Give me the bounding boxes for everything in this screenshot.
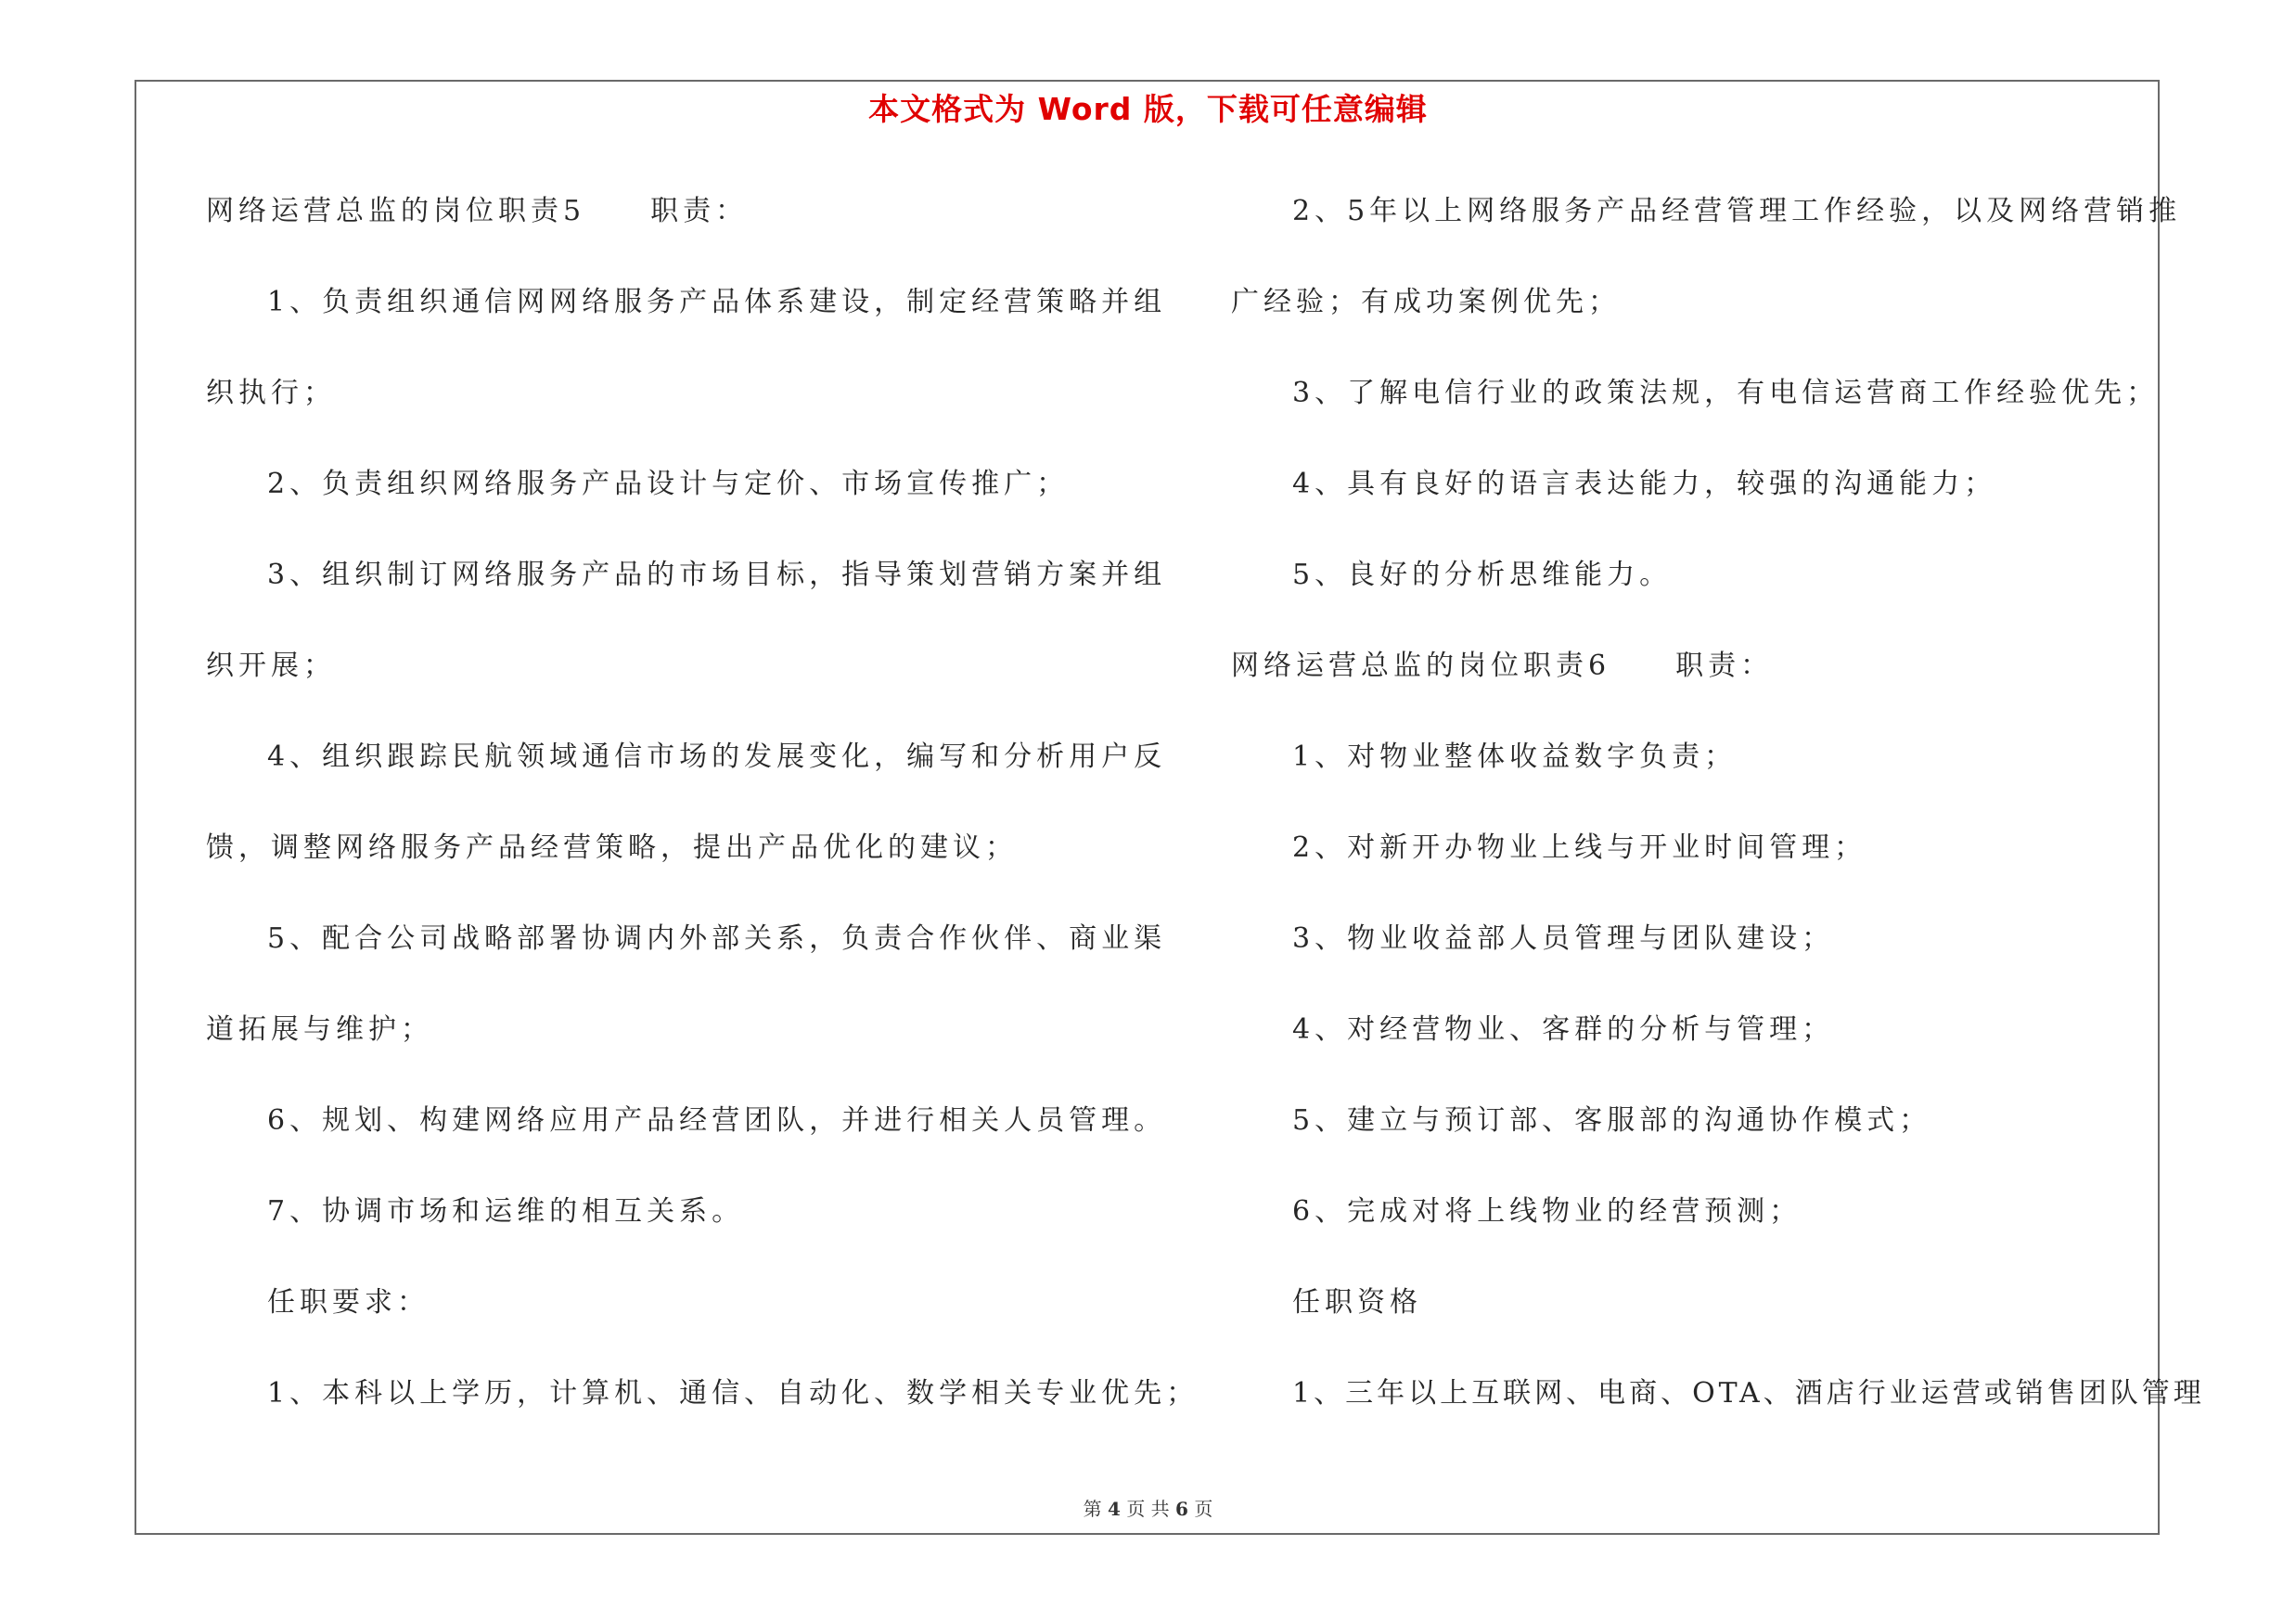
body-line: 1、负责组织通信网网络服务产品体系建设，制定经营策略并组 <box>267 286 1167 318</box>
body-line: 7、协调市场和运维的相互关系。 <box>267 1195 745 1228</box>
body-line: 6、完成对将上线物业的经营预测； <box>1292 1195 1802 1228</box>
footer-middle: 页 共 <box>1126 1498 1170 1520</box>
section-heading <box>1231 648 1773 685</box>
duties-label: 职责： <box>1675 650 1774 682</box>
section-heading <box>206 193 748 230</box>
body-line: 1、三年以上互联网、电商、OTA、酒店行业运营或销售团队管理 <box>1292 1377 2205 1410</box>
body-line: 3、组织制订网络服务产品的市场目标，指导策划营销方案并组 <box>267 559 1167 591</box>
body-line: 4、组织跟踪民航领域通信市场的发展变化，编写和分析用户反 <box>267 741 1167 773</box>
body-line: 5、建立与预订部、客服部的沟通协作模式； <box>1292 1104 1932 1137</box>
body-line: 6、规划、构建网络应用产品经营团队，并进行相关人员管理。 <box>267 1104 1167 1137</box>
body-line: 织执行； <box>206 377 336 409</box>
total-page-number: 6 <box>1175 1498 1188 1520</box>
body-line: 2、负责组织网络服务产品设计与定价、市场宣传推广； <box>267 468 1070 500</box>
body-line: 2、对新开办物业上线与开业时间管理； <box>1292 831 1867 864</box>
body-line: 馈，调整网络服务产品经营策略，提出产品优化的建议； <box>206 831 1018 864</box>
qualifications-label: 任职资格 <box>1292 1286 1422 1319</box>
body-line: 织开展； <box>206 650 336 682</box>
section-title: 网络运营总监的岗位职责5 <box>206 195 586 227</box>
body-line: 1、对物业整体收益数字负责； <box>1292 741 1738 773</box>
page-footer <box>0 1496 2296 1522</box>
word-format-banner: 本文格式为 Word 版，下载可任意编辑 <box>868 91 1428 127</box>
body-line: 3、物业收益部人员管理与团队建设； <box>1292 922 1835 955</box>
body-line: 1、本科以上学历，计算机、通信、自动化、数学相关专业优先； <box>267 1377 1199 1410</box>
body-line: 3、了解电信行业的政策法规，有电信运营商工作经验优先； <box>1292 377 2160 409</box>
body-line: 道拓展与维护； <box>206 1013 433 1046</box>
body-line: 4、具有良好的语言表达能力，较强的沟通能力； <box>1292 468 1997 500</box>
duties-label: 职责： <box>650 195 749 227</box>
body-line: 4、对经营物业、客群的分析与管理； <box>1292 1013 1835 1046</box>
footer-prefix: 第 <box>1083 1498 1102 1520</box>
current-page-number: 4 <box>1108 1498 1121 1520</box>
body-line: 5、配合公司战略部署协调内外部关系，负责合作伙伴、商业渠 <box>267 922 1167 955</box>
requirements-label: 任职要求： <box>267 1286 430 1319</box>
footer-suffix: 页 <box>1194 1498 1213 1520</box>
body-line: 2、5年以上网络服务产品经营管理工作经验，以及网络营销推 <box>1292 195 2182 227</box>
body-line: 广经验；有成功案例优先； <box>1231 286 1621 318</box>
section-title: 网络运营总监的岗位职责6 <box>1231 650 1611 682</box>
body-line: 5、良好的分析思维能力。 <box>1292 559 1673 591</box>
